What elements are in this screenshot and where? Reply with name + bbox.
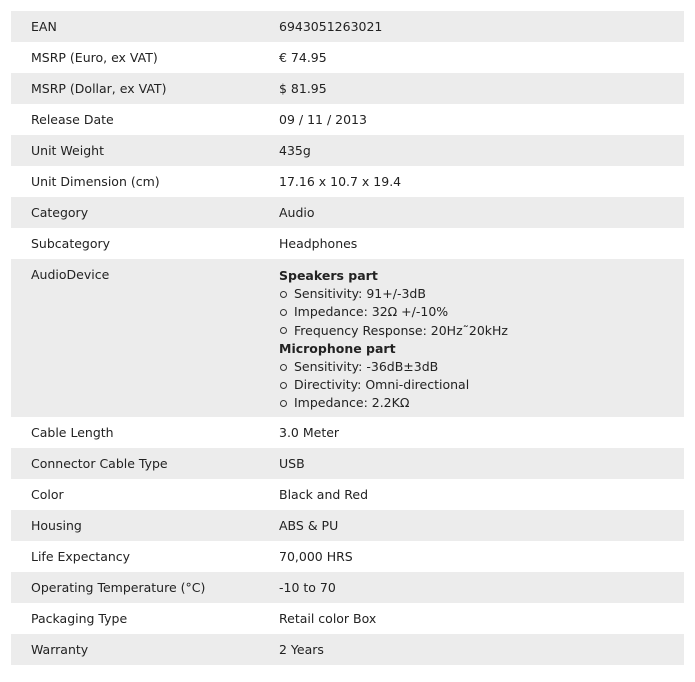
spec-label: Packaging Type bbox=[31, 611, 128, 626]
spec-row-operating-temperature bbox=[11, 572, 684, 603]
spec-value: 6943051263021 bbox=[279, 19, 383, 34]
spec-label: MSRP (Dollar, ex VAT) bbox=[31, 81, 167, 96]
spec-value: -10 to 70 bbox=[279, 580, 336, 595]
microphone-spec-item bbox=[279, 376, 684, 394]
spec-label: AudioDevice bbox=[31, 267, 110, 282]
spec-label: Cable Length bbox=[31, 425, 114, 440]
spec-label: Housing bbox=[31, 518, 82, 533]
microphone-part-heading: Microphone part bbox=[279, 340, 396, 356]
spec-value: USB bbox=[279, 456, 305, 471]
spec-value: 70,000 HRS bbox=[279, 549, 353, 564]
spec-label: Subcategory bbox=[31, 236, 111, 251]
speakers-spec-item bbox=[279, 303, 684, 321]
audio-device-details bbox=[279, 259, 684, 413]
spec-row-unit-dimension bbox=[11, 166, 684, 197]
spec-value: Black and Red bbox=[279, 487, 369, 502]
spec-label: Operating Temperature (°C) bbox=[31, 580, 206, 595]
spec-label: MSRP (Euro, ex VAT) bbox=[31, 50, 158, 65]
spec-value: 435g bbox=[279, 143, 311, 158]
spec-row-audio-device bbox=[11, 259, 684, 417]
bullet-circle-icon bbox=[280, 364, 287, 371]
spec-label: Color bbox=[31, 487, 64, 502]
spec-label: Release Date bbox=[31, 112, 114, 127]
spec-label: Connector Cable Type bbox=[31, 456, 168, 471]
microphone-spec-text: Sensitivity: -36dB±3dB bbox=[294, 359, 439, 375]
spec-value: $ 81.95 bbox=[279, 81, 327, 96]
spec-value: Audio bbox=[279, 205, 315, 220]
spec-value: Headphones bbox=[279, 236, 358, 251]
speakers-spec-text: Sensitivity: 91+/-3dB bbox=[294, 286, 426, 302]
spec-row-color bbox=[11, 479, 684, 510]
speakers-spec-item bbox=[279, 285, 684, 303]
speakers-spec-text: Frequency Response: 20Hz˜20kHz bbox=[294, 322, 508, 338]
spec-value: Retail color Box bbox=[279, 611, 377, 626]
microphone-spec-text: Impedance: 2.2KΩ bbox=[294, 395, 410, 411]
spec-value: 3.0 Meter bbox=[279, 425, 340, 440]
spec-value: 09 / 11 / 2013 bbox=[279, 112, 367, 127]
microphone-spec-item bbox=[279, 358, 684, 376]
spec-row-connector-cable-type bbox=[11, 448, 684, 479]
spec-row-ean bbox=[11, 11, 684, 42]
spec-row-packaging-type bbox=[11, 603, 684, 634]
spec-row-warranty bbox=[11, 634, 684, 665]
bullet-circle-icon bbox=[280, 291, 287, 298]
spec-row-housing bbox=[11, 510, 684, 541]
spec-label: Warranty bbox=[31, 642, 89, 657]
spec-label: Life Expectancy bbox=[31, 549, 131, 564]
spec-row-msrp-euro bbox=[11, 42, 684, 73]
spec-label: Category bbox=[31, 205, 89, 220]
speakers-spec-item bbox=[279, 322, 684, 340]
bullet-circle-icon bbox=[280, 400, 287, 407]
bullet-circle-icon bbox=[280, 309, 287, 316]
bullet-circle-icon bbox=[280, 327, 287, 334]
spec-label: Unit Weight bbox=[31, 143, 104, 158]
spec-row-category bbox=[11, 197, 684, 228]
spec-row-msrp-dollar bbox=[11, 73, 684, 104]
spec-value: 17.16 x 10.7 x 19.4 bbox=[279, 174, 402, 189]
spec-value: € 74.95 bbox=[279, 50, 327, 65]
spec-row-life-expectancy bbox=[11, 541, 684, 572]
spec-row-subcategory bbox=[11, 228, 684, 259]
spec-label: Unit Dimension (cm) bbox=[31, 174, 160, 189]
spec-row-release-date bbox=[11, 104, 684, 135]
microphone-spec-text: Directivity: Omni-directional bbox=[294, 377, 470, 393]
spec-table bbox=[11, 11, 684, 665]
spec-label: EAN bbox=[31, 19, 57, 34]
microphone-spec-item bbox=[279, 394, 684, 412]
bullet-circle-icon bbox=[280, 382, 287, 389]
spec-value: 2 Years bbox=[279, 642, 324, 657]
speakers-part-heading: Speakers part bbox=[279, 268, 378, 283]
spec-value: ABS & PU bbox=[279, 518, 339, 533]
spec-row-cable-length bbox=[11, 417, 684, 448]
speakers-spec-text: Impedance: 32Ω +/-10% bbox=[294, 304, 449, 320]
spec-row-unit-weight bbox=[11, 135, 684, 166]
